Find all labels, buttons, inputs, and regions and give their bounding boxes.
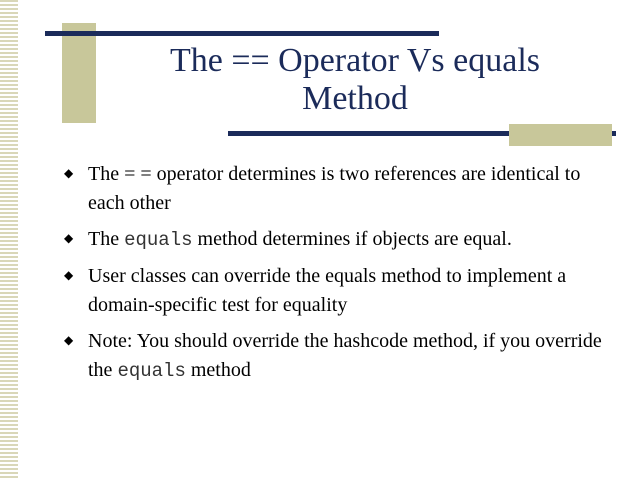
- diamond-bullet-icon: ◆: [64, 268, 74, 282]
- bullet-text-after: method determines if objects are equal.: [192, 228, 512, 250]
- decorative-block-right: [509, 124, 612, 146]
- slide-title: [110, 42, 600, 118]
- bullet-text-before: The: [88, 228, 125, 250]
- decorative-stripe-band: [0, 0, 18, 479]
- diamond-bullet-icon: ◆: [64, 333, 74, 347]
- decorative-block-left: [62, 23, 96, 123]
- bullet-text-after: method: [185, 359, 251, 381]
- slide-title-line-1: The == Operator Vs equals: [169, 42, 541, 79]
- bullet-item: [64, 225, 609, 255]
- bullet-text-before: Note: You should override the hashcode method, if you override the: [88, 330, 602, 381]
- bullet-item: [64, 160, 609, 218]
- bullet-text: User classes can override the equals method to implement a domain-specific test for equality: [88, 265, 567, 316]
- code-equals: equals: [117, 360, 186, 382]
- code-equals: equals: [124, 229, 193, 251]
- bullet-list: [64, 160, 609, 393]
- diamond-bullet-icon: ◆: [64, 231, 74, 245]
- slide-title-line-2: Method: [302, 80, 408, 117]
- top-rule: [45, 31, 439, 36]
- bullet-item: [64, 262, 609, 320]
- diamond-bullet-icon: ◆: [64, 166, 74, 180]
- bullet-item: [64, 327, 609, 386]
- bullet-text: The = = operator determines is two references are identical to each other: [88, 163, 581, 214]
